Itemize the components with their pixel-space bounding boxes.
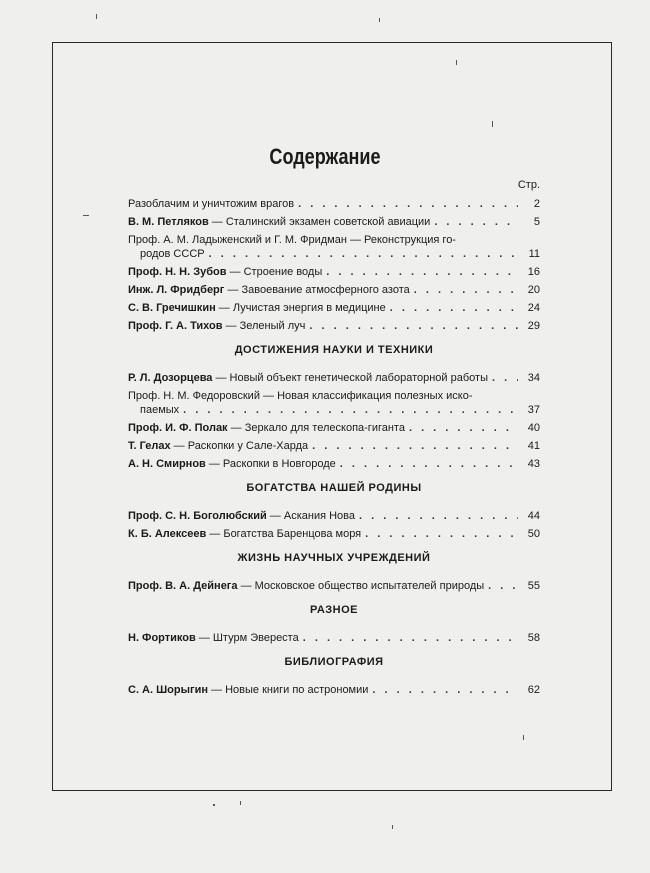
toc-entry-text [128, 301, 386, 315]
dot-leader [294, 197, 518, 211]
entry-author: Проф. В. А. Дейнега [128, 580, 238, 592]
toc-entry-text [128, 197, 294, 211]
entry-title: — Раскопки в Новгороде [205, 458, 336, 470]
toc-entry-text [128, 457, 336, 471]
dot-leader [488, 371, 518, 385]
entry-page-number: 55 [527, 580, 540, 592]
toc-entry-text [128, 509, 355, 523]
toc-entry [128, 679, 540, 697]
entry-title: — Московское общество испытателей природы [237, 580, 485, 592]
dot-leader [299, 631, 518, 645]
toc-entry [128, 523, 540, 541]
scan-speck [523, 735, 524, 740]
toc-entry [128, 229, 540, 261]
scan-speck [392, 825, 393, 829]
entry-title-continued: родов СССР [140, 248, 205, 260]
entry-page-number: 11 [528, 248, 540, 260]
dot-leader [179, 403, 518, 417]
entry-author: В. М. Петляков [128, 216, 209, 228]
page-title: Содержание [269, 144, 381, 169]
section-heading: БИБЛИОГРАФИЯ [284, 656, 384, 668]
toc-entry-text [128, 527, 361, 541]
entry-title-continued: паемых [140, 404, 180, 416]
section-heading: РАЗНОЕ [309, 604, 359, 616]
entry-author: Проф. Н. Н. Зубов [128, 266, 227, 278]
entry-title: — Новая классификация полезных иско- [259, 390, 473, 402]
entry-author: С. А. Шорыгин [128, 684, 208, 696]
dot-leader [410, 283, 518, 297]
entry-author: Проф. С. Н. Боголюбский [128, 510, 267, 522]
entry-page-number: 37 [527, 404, 540, 416]
entry-title: — Новый объект генетической лабораторной работы [212, 372, 488, 384]
entry-title: — Реконструкция го- [346, 234, 456, 246]
entry-author: К. Б. Алексеев [128, 528, 207, 540]
table-of-contents [128, 178, 540, 697]
toc-entry-text [128, 265, 322, 279]
toc-entry-text [128, 215, 430, 229]
scan-speck [379, 18, 380, 22]
toc-entry-text [128, 579, 484, 593]
dot-leader [355, 509, 518, 523]
entry-page-number: 50 [527, 528, 540, 540]
toc-entry [128, 297, 540, 315]
entry-author: Проф. И. Ф. Полак [128, 422, 228, 434]
entry-author: Проф. Г. А. Тихов [128, 320, 223, 332]
toc-entry-text [128, 283, 410, 297]
entry-author: Проф. Н. М. Федоровский [128, 390, 260, 402]
dot-leader [368, 683, 518, 697]
entry-title: — Богатства Баренцова моря [206, 528, 362, 540]
entry-author: Н. Фортиков [128, 632, 196, 644]
scan-speck [213, 804, 215, 806]
scan-speck [96, 14, 97, 19]
dot-leader [386, 301, 518, 315]
entry-page-number: 29 [527, 320, 540, 332]
entry-author: С. В. Гречишкин [128, 302, 216, 314]
toc-entry-text [128, 319, 305, 333]
scan-speck [492, 121, 493, 127]
dot-leader [336, 457, 518, 471]
toc-entry-text [128, 683, 368, 697]
section-heading: ДОСТИЖЕНИЯ НАУКИ И ТЕХНИКИ [234, 344, 434, 356]
entry-title: — Новые книги по астрономии [208, 684, 369, 696]
toc-entry-line [128, 389, 518, 403]
dot-leader [361, 527, 518, 541]
toc-entry-text [128, 421, 405, 435]
dot-leader [484, 579, 518, 593]
entry-title: — Раскопки у Сале-Харда [170, 440, 309, 452]
entry-page-number: 24 [527, 302, 540, 314]
entry-page-number: 62 [527, 684, 540, 696]
entry-author: А. Н. Смирнов [128, 458, 206, 470]
section-heading: БОГАТСТВА НАШЕЙ РОДИНЫ [246, 482, 422, 494]
dot-leader [205, 247, 518, 261]
toc-entry-text [128, 631, 299, 645]
entry-page-number: 2 [533, 198, 540, 210]
entry-page-number: 40 [527, 422, 540, 434]
entry-title: — Штурм Эвереста [195, 632, 299, 644]
toc-entry-continuation [128, 247, 518, 261]
toc-entry [128, 417, 540, 435]
toc-entry-text [128, 233, 518, 261]
dot-leader [405, 421, 518, 435]
toc-entry [128, 627, 540, 645]
toc-entry [128, 453, 540, 471]
entry-author: Т. Гелах [128, 440, 171, 452]
toc-entry-line [128, 233, 518, 247]
entry-page-number: 41 [527, 440, 540, 452]
scan-speck [83, 215, 89, 216]
toc-entry [128, 367, 540, 385]
toc-entry-continuation [128, 403, 518, 417]
entry-page-number: 43 [527, 458, 540, 470]
entry-title: — Аскания Нова [266, 510, 356, 522]
entry-page-number: 44 [527, 510, 540, 522]
entry-title: — Зеленый луч [222, 320, 306, 332]
entry-title: — Строение воды [226, 266, 323, 278]
toc-entry [128, 505, 540, 523]
dot-leader [305, 319, 518, 333]
entry-title: — Завоевание атмосферного азота [224, 284, 410, 296]
dot-leader [308, 439, 518, 453]
toc-entry [128, 315, 540, 333]
toc-entry [128, 575, 540, 593]
entry-author: Проф. А. М. Ладыженский и Г. М. Фридман [128, 234, 347, 246]
toc-entry [128, 435, 540, 453]
toc-entry [128, 211, 540, 229]
dot-leader [430, 215, 518, 229]
toc-entry-text [128, 371, 488, 385]
entry-page-number: 16 [527, 266, 540, 278]
entry-title: — Зеркало для телескопа-гиганта [227, 422, 405, 434]
entry-page-number: 5 [533, 216, 540, 228]
entry-page-number: 20 [527, 284, 540, 296]
toc-entry-text [128, 389, 518, 417]
entry-author: Р. Л. Дозорцева [128, 372, 213, 384]
dot-leader [322, 265, 518, 279]
toc-entry [128, 279, 540, 297]
toc-entry [128, 261, 540, 279]
toc-entry-text [128, 439, 308, 453]
entry-title: Разоблачим и уничтожим врагов [128, 198, 295, 210]
toc-entry [128, 193, 540, 211]
entry-title: — Сталинский экзамен советской авиации [208, 216, 431, 228]
scan-speck [456, 60, 457, 65]
scan-speck [240, 801, 241, 805]
page-column-header: Стр. [517, 179, 540, 191]
entry-page-number: 34 [527, 372, 540, 384]
toc-entry [128, 385, 540, 417]
entry-author: Инж. Л. Фридберг [128, 284, 225, 296]
entry-title: — Лучистая энергия в медицине [215, 302, 386, 314]
section-heading: ЖИЗНЬ НАУЧНЫХ УЧРЕЖДЕНИЙ [237, 552, 431, 564]
entry-page-number: 58 [527, 632, 540, 644]
